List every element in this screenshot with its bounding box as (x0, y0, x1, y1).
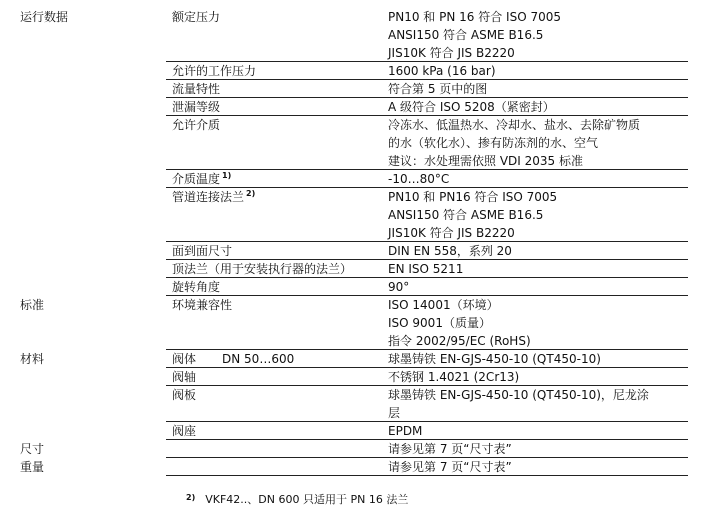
value-line: A 级符合 ISO 5208（紧密封） (388, 100, 555, 114)
row-value (388, 260, 688, 278)
row-label-text: 流量特性 (172, 82, 221, 96)
spec-row (0, 116, 722, 170)
value-line: JIS10K 符合 JIS B2220 (388, 46, 515, 60)
row-label-text: 阀体 (172, 352, 197, 366)
row-value (388, 8, 688, 62)
row-value (388, 296, 688, 350)
row-label (172, 8, 220, 26)
spec-row (0, 386, 722, 422)
row-category: 运行数据 (20, 10, 69, 24)
value-line: ANSI150 符合 ASME B16.5 (388, 208, 544, 222)
row-label (172, 350, 294, 368)
row-value (388, 386, 688, 422)
row-category: 标准 (20, 298, 45, 312)
row-label (172, 80, 220, 98)
row-value (388, 170, 688, 188)
spec-row (0, 188, 722, 242)
spec-row (0, 260, 722, 278)
row-category: 材料 (20, 352, 45, 366)
spec-row (0, 458, 722, 476)
spec-row (0, 440, 722, 458)
row-category: 重量 (20, 460, 45, 474)
row-value (388, 98, 688, 116)
spec-row (0, 368, 722, 386)
value-line: JIS10K 符合 JIS B2220 (388, 226, 515, 240)
value-line: 指令 2002/95/EC (RoHS) (388, 334, 531, 348)
value-line: EN ISO 5211 (388, 262, 464, 276)
value-line: 的水（软化水）、掺有防冻剂的水、空气 (388, 136, 599, 150)
row-label-text: 阀座 (172, 424, 197, 438)
row-label-text: 面到面尺寸 (172, 244, 233, 258)
row-label-text: 管道连接法兰 (172, 190, 245, 204)
value-line: PN10 和 PN 16 符合 ISO 7005 (388, 10, 561, 24)
row-label-text: 泄漏等级 (172, 100, 221, 114)
value-line: -10…80°C (388, 172, 450, 186)
value-line: 1600 kPa (16 bar) (388, 64, 496, 78)
row-label-text: 顶法兰（用于安装执行器的法兰） (172, 262, 353, 276)
row-value (388, 458, 688, 476)
row-label (172, 278, 220, 296)
footnote-text: VKF42..、DN 600 只适用于 PN 16 法兰 (205, 493, 409, 506)
row-label (172, 170, 231, 188)
spec-row (0, 296, 722, 350)
footnote-ref: 1) (222, 171, 232, 180)
value-line: 冷冻水、低温热水、冷却水、盐水、去除矿物质 (388, 118, 641, 132)
row-label-text: 环境兼容性 (172, 298, 233, 312)
row-label (172, 368, 196, 386)
row-value (388, 368, 688, 386)
value-line: 请参见第 7 页“尺寸表” (388, 442, 512, 456)
row-label (172, 260, 352, 278)
row-label (172, 296, 232, 314)
value-line: 90° (388, 280, 410, 294)
row-label (172, 242, 232, 260)
row-value (388, 188, 688, 242)
row-label (172, 116, 220, 134)
value-line: DIN EN 558，系列 20 (388, 244, 512, 258)
row-label-text: 阀板 (172, 388, 197, 402)
row-value (388, 278, 688, 296)
spec-row (0, 422, 722, 440)
spec-row (0, 170, 722, 188)
value-line: 不锈钢 1.4021 (2Cr13) (388, 370, 520, 384)
footnote-mark: 2) (186, 493, 196, 502)
value-line: ISO 14001（环境） (388, 298, 499, 312)
row-label-text: 额定压力 (172, 10, 221, 24)
value-line: ANSI150 符合 ASME B16.5 (388, 28, 544, 42)
value-line: 球墨铸铁 EN-GJS-450-10 (QT450-10) (388, 352, 601, 366)
value-line: 建议：水处理需依照 VDI 2035 标准 (388, 154, 583, 168)
value-line: 层 (388, 406, 401, 420)
row-label-text: 允许介质 (172, 118, 221, 132)
row-label (172, 98, 220, 116)
footnote-ref: 2) (246, 189, 256, 198)
row-value (388, 440, 688, 458)
row-label-text: 旋转角度 (172, 280, 221, 294)
row-label-text: 阀轴 (172, 370, 197, 384)
row-label-text: 介质温度 (172, 172, 221, 186)
spec-row (0, 350, 722, 368)
row-value (388, 242, 688, 260)
row-label-size: DN 50…600 (222, 352, 295, 366)
spec-row (0, 8, 722, 62)
spec-row (0, 80, 722, 98)
row-value (388, 422, 688, 440)
row-value (388, 116, 688, 170)
row-divider (166, 475, 688, 476)
value-line: 球墨铸铁 EN-GJS-450-10 (QT450-10)，尼龙涂 (388, 388, 649, 402)
value-line: ISO 9001（质量） (388, 316, 491, 330)
row-category: 尺寸 (20, 442, 45, 456)
value-line: PN10 和 PN16 符合 ISO 7005 (388, 190, 558, 204)
row-label-text: 允许的工作压力 (172, 64, 257, 78)
row-value (388, 62, 688, 80)
footnote (186, 491, 408, 507)
row-label (172, 422, 196, 440)
spec-row (0, 98, 722, 116)
row-label (172, 386, 196, 404)
row-label (172, 188, 255, 206)
value-line: EPDM (388, 424, 423, 438)
row-value (388, 80, 688, 98)
spec-row (0, 62, 722, 80)
spec-row (0, 242, 722, 260)
row-label (172, 62, 256, 80)
value-line: 符合第 5 页中的图 (388, 82, 488, 96)
row-value (388, 350, 688, 368)
spec-row (0, 278, 722, 296)
value-line: 请参见第 7 页“尺寸表” (388, 460, 512, 474)
